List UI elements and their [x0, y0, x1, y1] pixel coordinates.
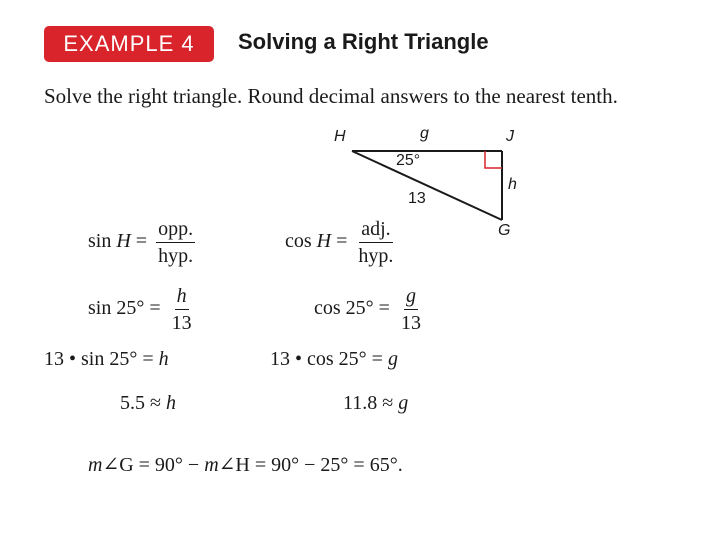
sin-multiply [44, 348, 169, 371]
g-var: g [398, 392, 409, 414]
g-over-13 [399, 285, 423, 334]
denominator: hyp. [358, 245, 394, 267]
h-var: h [165, 392, 176, 414]
side-jg-label: h [508, 176, 517, 193]
cos-var: H [316, 230, 332, 253]
g-result [343, 392, 408, 415]
vertex-h-label: H [334, 128, 346, 145]
equals-sign: = [135, 230, 148, 253]
problem-instruction: Solve the right triangle. Round decimal answers to the nearest tenth. [44, 84, 618, 108]
numerator: opp. [156, 218, 195, 243]
cos-25: cos 25° [314, 297, 374, 320]
h-over-13 [170, 285, 194, 334]
angle-g-middle: = 90° − [133, 454, 205, 476]
sin-25: sin 25° [88, 297, 145, 320]
measure-m: m [204, 454, 219, 476]
measure-m: m [88, 454, 103, 476]
cos-substitution [314, 285, 423, 334]
angle-g-rest: = 90° − 25° = 65°. [249, 454, 403, 476]
example-badge-label: EXAMPLE 4 [63, 31, 195, 56]
opp-over-hyp [156, 218, 195, 267]
h-value: 5.5 [120, 392, 145, 414]
sin-var: H [116, 230, 131, 253]
angle-g-equation [88, 452, 403, 477]
angle-g: ∠G [102, 454, 134, 476]
approx-sign: ≈ [382, 392, 394, 414]
sin-fn: sin [88, 230, 112, 253]
cos-definition [285, 218, 395, 267]
side-hg-label: 13 [408, 190, 426, 207]
approx-sign: ≈ [150, 392, 161, 414]
equals-sign: = [142, 348, 154, 370]
side-hj-label: g [420, 125, 429, 142]
equals-sign: = [371, 348, 383, 370]
sin-mult-rhs: h [158, 348, 169, 370]
cos-mult-lhs: 13 • cos 25° [270, 348, 367, 370]
vertex-g-label: G [498, 222, 511, 239]
numerator: g [404, 285, 418, 310]
side-hg [352, 151, 502, 220]
equals-sign: = [149, 297, 161, 320]
denominator: 13 [171, 312, 192, 334]
denominator: 13 [400, 312, 421, 334]
denominator: hyp. [158, 245, 194, 267]
angle-h-label: 25° [396, 152, 421, 169]
equals-sign: = [378, 297, 390, 320]
cos-multiply [270, 348, 398, 371]
right-angle-marker [485, 151, 502, 168]
numerator: h [175, 285, 189, 310]
cos-mult-rhs: g [387, 348, 398, 370]
page-title: Solving a Right Triangle [238, 29, 489, 54]
vertex-j-label: J [506, 128, 514, 145]
h-result [120, 392, 176, 415]
adj-over-hyp [356, 218, 395, 267]
example-badge [44, 26, 214, 62]
numerator: adj. [359, 218, 392, 243]
equals-sign: = [336, 230, 348, 253]
sin-substitution [88, 285, 194, 334]
sin-definition [88, 218, 195, 267]
g-value: 11.8 [343, 392, 378, 414]
cos-fn: cos [285, 230, 312, 253]
angle-h: ∠H [218, 454, 250, 476]
sin-mult-lhs: 13 • sin 25° [44, 348, 138, 370]
